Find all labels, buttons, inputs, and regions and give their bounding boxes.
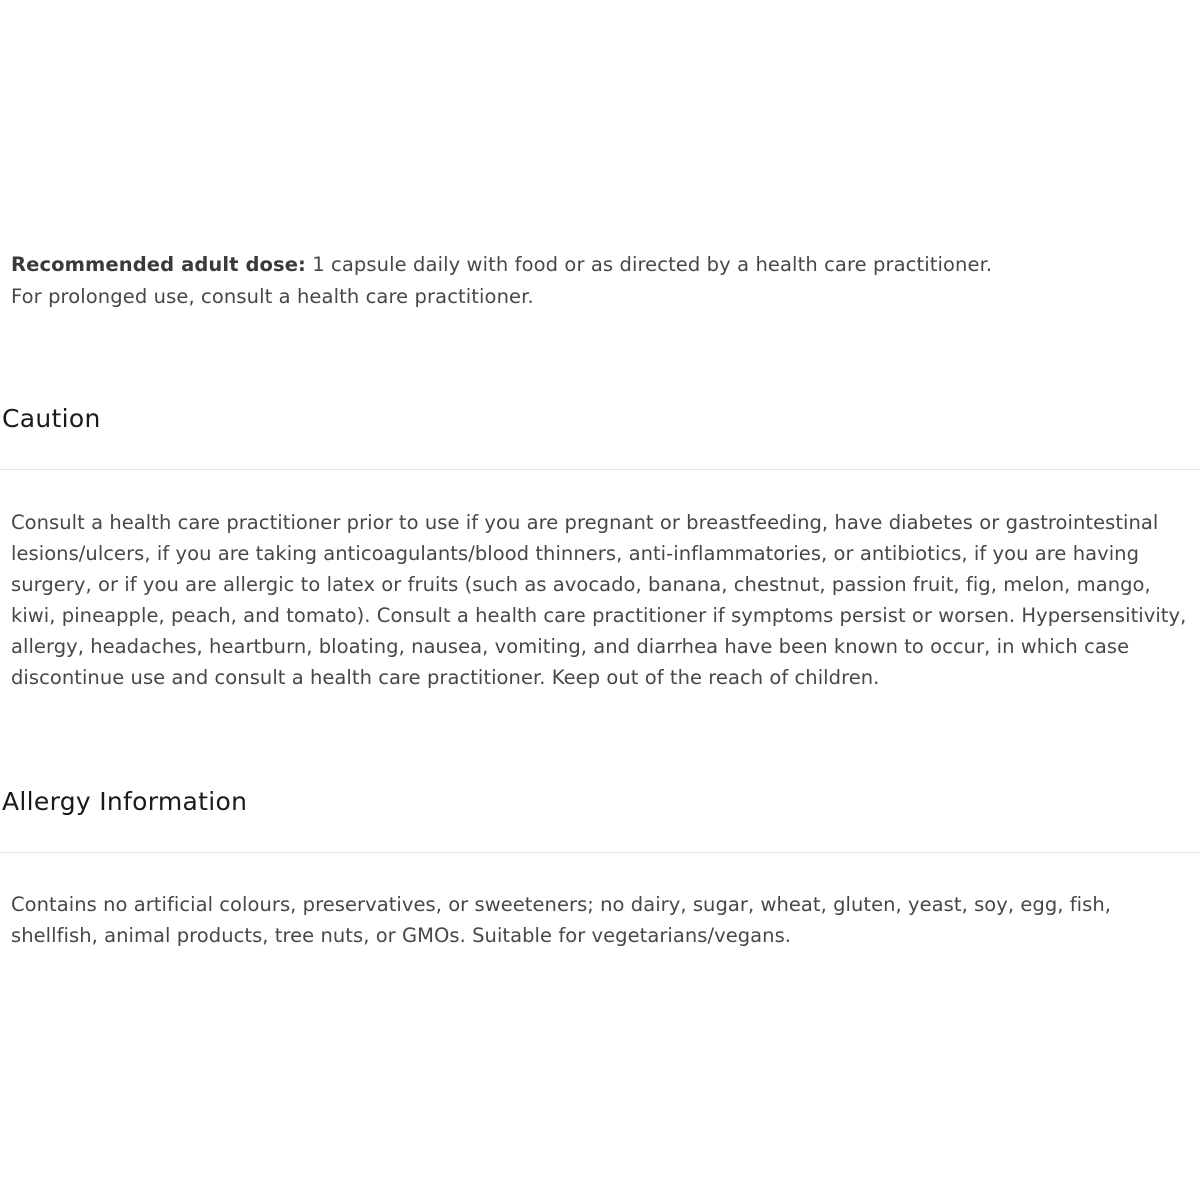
allergy-text: Contains no artificial colours, preservatives, or sweeteners; no dairy, sugar, wheat, gluten, yeast, soy, egg, fish, shellfish, animal products, tree nuts, or GMOs. Suitable for vegetarians/vegans. — [11, 893, 1112, 948]
caution-heading: Caution — [2, 404, 101, 433]
dosage-line-2: For prolonged use, consult a health care practitioner. — [11, 284, 534, 308]
caution-divider — [0, 469, 1200, 470]
allergy-heading: Allergy Information — [2, 787, 248, 816]
allergy-divider — [0, 852, 1200, 853]
dosage-text: 1 capsule daily with food or as directed by a health care practitioner. — [305, 253, 993, 276]
dosage-label: Recommended adult dose: — [11, 253, 306, 276]
caution-text: Consult a health care practitioner prior to use if you are pregnant or breastfeeding, have diabetes or gastrointestinal lesions/ulcers, if you are taking anticoagulants/blood thinners, anti-inflammatories, or antibiotics, if you are having surgery, or if you are allergic to latex or fruits (such as avocado, banana, chestnut, passion fruit, fig, melon, mango, kiwi, pineapple, peach, and tomato). Consult a health care practitioner if symptoms persist or worsen. Hypersensitivity, allergy, headaches, heartburn, bloating, nausea, vomiting, and diarrhea have been known to occur, in which case discontinue use and consult a health care practitioner. Keep out of the reach of children. — [11, 511, 1187, 690]
dosage-paragraph — [11, 249, 1196, 312]
